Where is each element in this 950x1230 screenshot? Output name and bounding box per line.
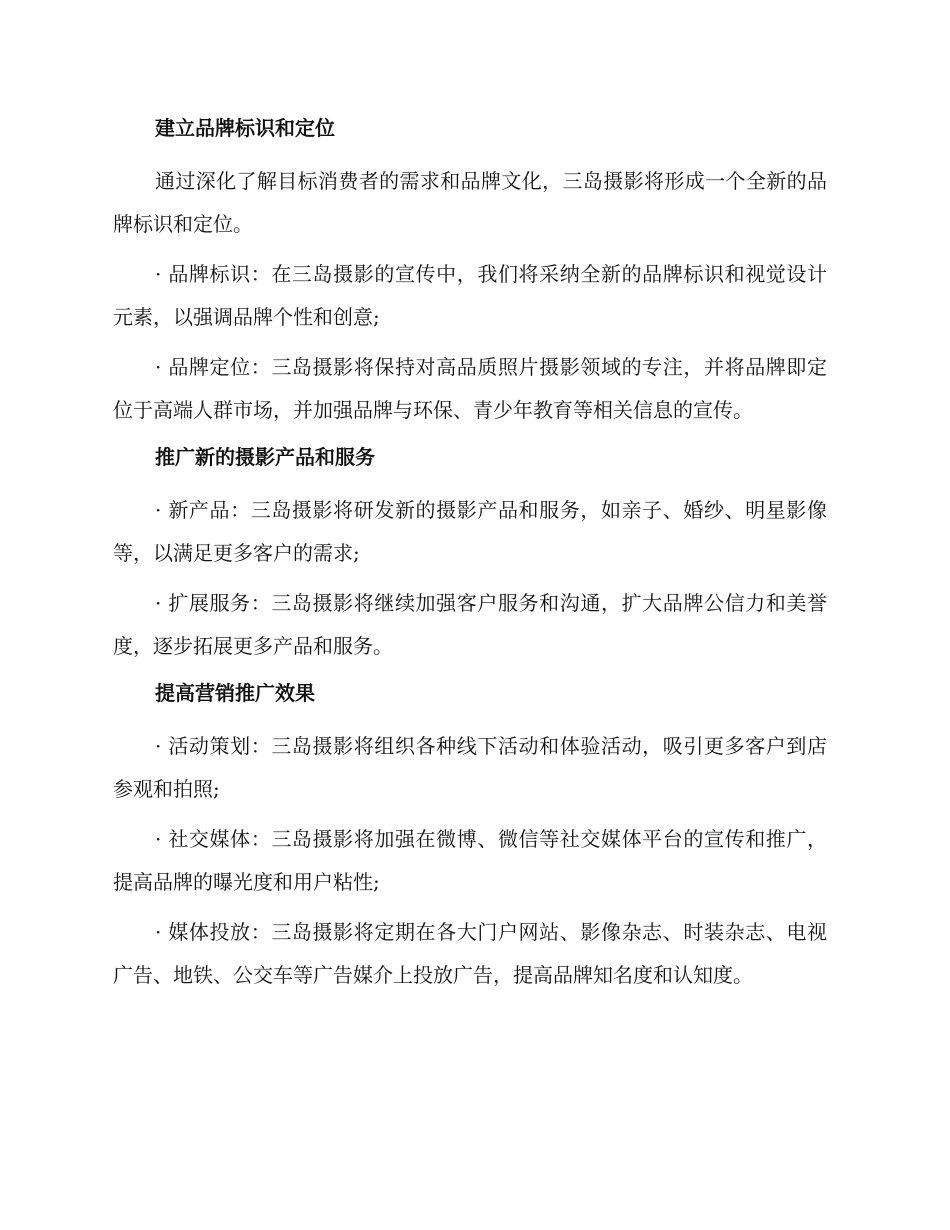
section-heading-marketing: 提高营销推广效果 bbox=[155, 681, 315, 705]
bullet-new-products: · 新产品：三岛摄影将研发新的摄影产品和服务，如亲子、婚纱、明星影像等，以满足更多客户的需求; bbox=[113, 498, 827, 565]
bullet-expand-services: · 扩展服务：三岛摄影将继续加强客户服务和沟通，扩大品牌公信力和美誉度，逐步拓展更多产品和服务。 bbox=[113, 591, 827, 658]
bullet-brand-logo: · 品牌标识：在三岛摄影的宣传中，我们将采纳全新的品牌标识和视觉设计元素，以强调品牌个性和创意; bbox=[113, 262, 827, 329]
bullet-media-placement: · 媒体投放：三岛摄影将定期在各大门户网站、影像杂志、时装杂志、电视广告、地铁、公交车等广告媒介上投放广告，提高品牌知名度和认知度。 bbox=[113, 920, 827, 987]
bullet-social-media: · 社交媒体：三岛摄影将加强在微博、微信等社交媒体平台的宣传和推广，提高品牌的曝光度和用户粘性; bbox=[113, 827, 827, 894]
bullet-brand-positioning: · 品牌定位：三岛摄影将保持对高品质照片摄影领域的专注，并将品牌即定位于高端人群市场，并加强品牌与环保、青少年教育等相关信息的宣传。 bbox=[113, 355, 827, 422]
bullet-event-planning: · 活动策划：三岛摄影将组织各种线下活动和体验活动，吸引更多客户到店参观和拍照; bbox=[113, 734, 827, 801]
section-heading-new-products: 推广新的摄影产品和服务 bbox=[155, 445, 375, 469]
document-body bbox=[113, 110, 827, 997]
section-heading-brand-identity: 建立品牌标识和定位 bbox=[155, 116, 335, 140]
paragraph-brand-intro: 通过深化了解目标消费者的需求和品牌文化，三岛摄影将形成一个全新的品牌标识和定位。 bbox=[113, 169, 827, 236]
